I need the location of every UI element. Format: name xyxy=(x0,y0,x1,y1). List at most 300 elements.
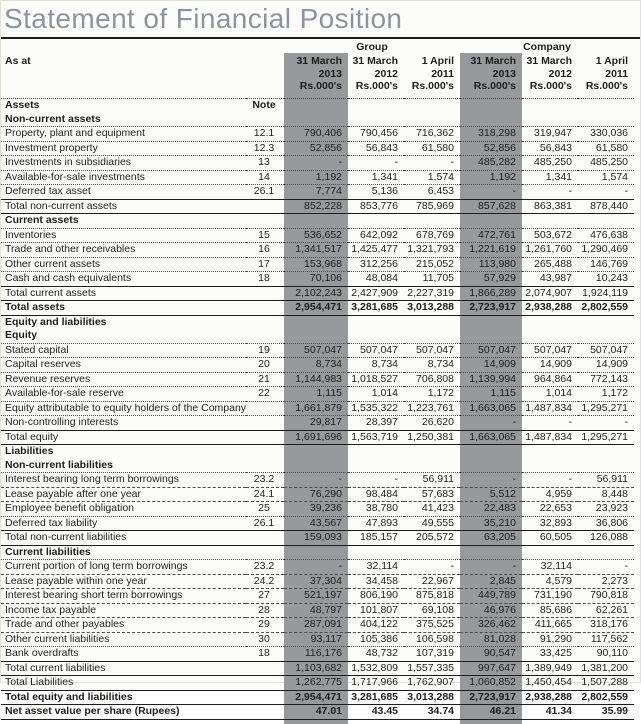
cell-value: 47,893 xyxy=(348,516,404,531)
cell-value: 1,425,477 xyxy=(348,243,404,258)
row-label: Current liabilities xyxy=(1,545,246,560)
cell-value xyxy=(348,445,404,459)
row-note xyxy=(246,661,284,676)
group-column-header: Group xyxy=(356,40,388,53)
cell-value: 1,295,271 xyxy=(578,430,634,445)
row-note: 15 xyxy=(246,228,284,243)
cell-value xyxy=(460,99,522,113)
cell-value xyxy=(522,315,578,329)
row-label: Trade and other receivables xyxy=(1,243,246,258)
cell-value: 46.21 xyxy=(460,705,522,720)
row-note: 18 xyxy=(246,272,284,287)
company-column-header: Company xyxy=(523,40,571,53)
cell-value: 485,250 xyxy=(578,156,634,171)
cell-value xyxy=(404,315,460,329)
cell-value: 35,210 xyxy=(460,516,522,531)
cell-value: 14,909 xyxy=(578,358,634,373)
row-note: 23.2 xyxy=(246,473,284,488)
row-note: 29 xyxy=(246,618,284,633)
cell-value: 485,282 xyxy=(460,156,522,171)
column-header-group-2012: 31 March 2012 Rs.000's xyxy=(348,53,404,99)
row-label: Equity attributable to equity holders of the Company xyxy=(1,401,246,416)
cell-value: 318,176 xyxy=(578,618,634,633)
cell-value: 3,281,685 xyxy=(348,301,404,316)
cell-value xyxy=(578,329,634,343)
group-header-row xyxy=(1,40,634,53)
cell-value: - xyxy=(522,185,578,200)
cell-value: - xyxy=(404,156,460,171)
cell-value: 47.01 xyxy=(284,705,348,720)
cell-value: 2,102,243 xyxy=(284,286,348,301)
row-label: Other current liabilities xyxy=(1,632,246,647)
cell-value xyxy=(348,315,404,329)
cell-value: 56,843 xyxy=(522,141,578,156)
row-label: Available-for-sale reserve xyxy=(1,387,246,402)
row-note: 24.1 xyxy=(246,487,284,502)
row-note xyxy=(246,315,284,329)
cell-value: 330,036 xyxy=(578,127,634,142)
cell-value: 1,762,907 xyxy=(404,676,460,691)
table-row xyxy=(1,676,634,691)
cell-value xyxy=(522,545,578,560)
row-label: Liabilities xyxy=(5,445,54,457)
cell-value: 790,818 xyxy=(578,589,634,604)
cell-value xyxy=(348,545,404,560)
section-row xyxy=(1,214,634,229)
row-label: Total current assets xyxy=(1,286,246,301)
stub-cell xyxy=(522,719,578,724)
cell-value: 185,157 xyxy=(348,531,404,546)
cell-value: 2,723,917 xyxy=(460,301,522,316)
row-label: Lease payable after one year xyxy=(1,487,246,502)
cell-value xyxy=(522,329,578,343)
cell-value: 93,117 xyxy=(284,632,348,647)
row-note: 18 xyxy=(246,647,284,662)
cell-value: - xyxy=(284,560,348,575)
cell-value: 326,462 xyxy=(460,618,522,633)
column-header-company-2012: 31 March 2012 Rs.000's xyxy=(522,53,578,99)
row-note: 26.1 xyxy=(246,185,284,200)
cell-value: 1,717,966 xyxy=(348,676,404,691)
row-label: Total non-current liabilities xyxy=(1,531,246,546)
cell-value: 1,014 xyxy=(522,387,578,402)
cell-value: 32,893 xyxy=(522,516,578,531)
cell-value: 1,060,852 xyxy=(460,676,522,691)
cell-value: 1,574 xyxy=(578,170,634,185)
cell-value: 1,691,696 xyxy=(284,430,348,445)
cell-value: 1,018,527 xyxy=(348,372,404,387)
cell-value: 34.74 xyxy=(404,705,460,720)
column-header-company-2013: 31 March 2013 Rs.000's xyxy=(460,53,522,99)
cell-value: - xyxy=(578,185,634,200)
table-row xyxy=(1,531,634,546)
cell-value: 1,115 xyxy=(284,387,348,402)
cell-value: 43,987 xyxy=(522,272,578,287)
cell-value: 52,856 xyxy=(284,141,348,156)
cell-value: 32,114 xyxy=(348,560,404,575)
cell-value xyxy=(284,329,348,343)
cell-value xyxy=(284,113,348,127)
cell-value xyxy=(348,329,404,343)
cell-value: 8,734 xyxy=(348,358,404,373)
row-label: Total assets xyxy=(1,301,246,316)
cell-value: 22,483 xyxy=(460,502,522,517)
cell-value: 4,579 xyxy=(522,574,578,589)
cell-value: 1,341 xyxy=(348,170,404,185)
cell-value: 1,103,682 xyxy=(284,661,348,676)
cell-value: 507,047 xyxy=(404,343,460,358)
cell-value: 146,769 xyxy=(578,257,634,272)
table-row xyxy=(1,156,634,171)
cell-value: 29,817 xyxy=(284,416,348,431)
cell-value: 8,448 xyxy=(578,487,634,502)
cell-value: 4,959 xyxy=(522,487,578,502)
cell-value: 521,197 xyxy=(284,589,348,604)
cell-value: 1,290,469 xyxy=(578,243,634,258)
table-row xyxy=(1,487,634,502)
row-note: 21 xyxy=(246,372,284,387)
cell-value xyxy=(522,459,578,473)
row-note xyxy=(246,545,284,560)
cell-value: 8,734 xyxy=(284,358,348,373)
cell-value: - xyxy=(522,473,578,488)
row-label: Investment property xyxy=(1,141,246,156)
cell-value: - xyxy=(284,473,348,488)
cell-value: 1,532,809 xyxy=(348,661,404,676)
table-row xyxy=(1,170,634,185)
cell-value: - xyxy=(578,416,634,431)
row-note: 14 xyxy=(246,170,284,185)
table-row xyxy=(1,430,634,445)
section-row xyxy=(1,99,634,113)
group-header-spacer xyxy=(1,40,284,53)
cell-value xyxy=(460,113,522,127)
row-note xyxy=(246,286,284,301)
table-row xyxy=(1,141,634,156)
table-row xyxy=(1,603,634,618)
row-label: Total Liabilities xyxy=(1,676,246,691)
cell-value: 48,797 xyxy=(284,603,348,618)
cell-value: 485,250 xyxy=(522,156,578,171)
cell-value: 105,386 xyxy=(348,632,404,647)
cell-value: 731,190 xyxy=(522,589,578,604)
row-note: 19 xyxy=(246,343,284,358)
cell-value: 642,092 xyxy=(348,228,404,243)
cell-value: 2,938,288 xyxy=(522,690,578,705)
cell-value: 1,381,200 xyxy=(578,661,634,676)
cell-value: 1,663,065 xyxy=(460,430,522,445)
cell-value: 404,122 xyxy=(348,618,404,633)
row-note: 30 xyxy=(246,632,284,647)
cell-value: 2,954,471 xyxy=(284,301,348,316)
cell-value: 3,281,685 xyxy=(348,690,404,705)
row-label: Total current liabilities xyxy=(1,661,246,676)
cell-value: 6,453 xyxy=(404,185,460,200)
cell-value: - xyxy=(404,560,460,575)
cell-value: 57,929 xyxy=(460,272,522,287)
row-note: 12.1 xyxy=(246,127,284,142)
cell-value: 449,789 xyxy=(460,589,522,604)
cell-value: 70,106 xyxy=(284,272,348,287)
cell-value xyxy=(460,315,522,329)
table-row xyxy=(1,632,634,647)
cell-value: 716,362 xyxy=(404,127,460,142)
row-label: Stated capital xyxy=(1,343,246,358)
stub-cell xyxy=(246,719,284,724)
table-row xyxy=(1,647,634,662)
cell-value: 7,774 xyxy=(284,185,348,200)
cell-value: 76,290 xyxy=(284,487,348,502)
cell-value xyxy=(348,113,404,127)
title-divider xyxy=(1,37,640,39)
row-label: Deferred tax liability xyxy=(1,516,246,531)
cell-value: 265,488 xyxy=(522,257,578,272)
row-note xyxy=(246,430,284,445)
cell-value: 5,512 xyxy=(460,487,522,502)
row-label: Interest bearing short term borrowings xyxy=(1,589,246,604)
cell-value xyxy=(284,214,348,229)
cell-value: 126,088 xyxy=(578,531,634,546)
cell-value: 1,866,289 xyxy=(460,286,522,301)
cell-value: 46,976 xyxy=(460,603,522,618)
table-row xyxy=(1,473,634,488)
cell-value xyxy=(578,459,634,473)
table-row xyxy=(1,343,634,358)
cell-value: 43.45 xyxy=(348,705,404,720)
cell-value: 48,732 xyxy=(348,647,404,662)
cell-value: 706,808 xyxy=(404,372,460,387)
cell-value xyxy=(522,214,578,229)
row-label: Current assets xyxy=(1,214,246,229)
cell-value: 1,574 xyxy=(404,170,460,185)
cell-value: 61,580 xyxy=(578,141,634,156)
row-note xyxy=(246,301,284,316)
cell-value xyxy=(522,445,578,459)
row-label: Current portion of long term borrowings xyxy=(1,560,246,575)
cell-value: 159,093 xyxy=(284,531,348,546)
cell-value: 101,807 xyxy=(348,603,404,618)
cell-value: 116,176 xyxy=(284,647,348,662)
row-note: 23.2 xyxy=(246,560,284,575)
row-note xyxy=(246,705,284,720)
table-row xyxy=(1,690,634,705)
table-row xyxy=(1,127,634,142)
cell-value: 2,273 xyxy=(578,574,634,589)
cell-value: 318,298 xyxy=(460,127,522,142)
table-row xyxy=(1,387,634,402)
row-note: 17 xyxy=(246,257,284,272)
cell-value: 507,047 xyxy=(460,343,522,358)
row-note: Note xyxy=(252,99,276,111)
cell-value: 790,456 xyxy=(348,127,404,142)
cell-value xyxy=(522,99,578,113)
cell-value: 476,638 xyxy=(578,228,634,243)
cell-value xyxy=(404,545,460,560)
cell-value xyxy=(404,99,460,113)
cell-value: 81,028 xyxy=(460,632,522,647)
cell-value xyxy=(404,113,460,127)
row-label: Lease payable within one year xyxy=(1,574,246,589)
cell-value: 117,562 xyxy=(578,632,634,647)
row-note xyxy=(246,459,284,473)
cell-value xyxy=(578,315,634,329)
row-label: Total equity xyxy=(1,430,246,445)
cell-value xyxy=(284,445,348,459)
stub-cell xyxy=(578,719,634,724)
row-note xyxy=(246,199,284,214)
cell-value: 107,319 xyxy=(404,647,460,662)
cell-value: 678,769 xyxy=(404,228,460,243)
cell-value: 1,341,517 xyxy=(284,243,348,258)
row-note: 24.2 xyxy=(246,574,284,589)
cell-value: 48,084 xyxy=(348,272,404,287)
cell-value: 863,381 xyxy=(522,199,578,214)
financial-position-table xyxy=(1,40,634,724)
cell-value: 806,190 xyxy=(348,589,404,604)
cell-value: 3,013,288 xyxy=(404,301,460,316)
section-row xyxy=(1,315,634,329)
cell-value: 1,262,775 xyxy=(284,676,348,691)
row-note xyxy=(246,329,284,343)
cell-value xyxy=(284,459,348,473)
cell-value: 1,450,454 xyxy=(522,676,578,691)
cell-value: 41.34 xyxy=(522,705,578,720)
cell-value: 52,856 xyxy=(460,141,522,156)
cell-value: - xyxy=(522,416,578,431)
cell-value: - xyxy=(460,473,522,488)
cell-value: 113,980 xyxy=(460,257,522,272)
cell-value: 2,802,559 xyxy=(578,690,634,705)
table-row xyxy=(1,705,634,720)
cell-value: 90,547 xyxy=(460,647,522,662)
cell-value: 22,653 xyxy=(522,502,578,517)
cell-value: 1,192 xyxy=(460,170,522,185)
cell-value: 772,143 xyxy=(578,372,634,387)
cell-value: 1,172 xyxy=(404,387,460,402)
row-note: 25 xyxy=(246,502,284,517)
row-note xyxy=(246,676,284,691)
cell-value: 1,924,119 xyxy=(578,286,634,301)
cell-value: 56,843 xyxy=(348,141,404,156)
cell-value: 26,620 xyxy=(404,416,460,431)
row-label: Interest bearing long term borrowings xyxy=(1,473,246,488)
cell-value: 5,136 xyxy=(348,185,404,200)
cell-value xyxy=(460,445,522,459)
row-label: Assets xyxy=(5,99,40,111)
cell-value: 1,487,834 xyxy=(522,401,578,416)
row-label: Employee benefit obligation xyxy=(1,502,246,517)
cell-value xyxy=(460,545,522,560)
table-row xyxy=(1,199,634,214)
cell-value xyxy=(404,445,460,459)
section-row xyxy=(1,459,634,473)
cell-value xyxy=(284,545,348,560)
table-row xyxy=(1,560,634,575)
cell-value: 312,256 xyxy=(348,257,404,272)
cell-value: 85,686 xyxy=(522,603,578,618)
cell-value: 857,628 xyxy=(460,199,522,214)
cell-value: 1,144,983 xyxy=(284,372,348,387)
table-row xyxy=(1,574,634,589)
cell-value: 28,397 xyxy=(348,416,404,431)
row-note: 20 xyxy=(246,358,284,373)
cell-value: 41,423 xyxy=(404,502,460,517)
cell-value: 1,192 xyxy=(284,170,348,185)
row-label: Trade and other payables xyxy=(1,618,246,633)
row-note xyxy=(246,416,284,431)
cell-value xyxy=(578,545,634,560)
row-label: Available-for-sale investments xyxy=(1,170,246,185)
cell-value: 32,114 xyxy=(522,560,578,575)
cell-value: 2,845 xyxy=(460,574,522,589)
row-label: Equity and liabilities xyxy=(5,315,107,328)
table-row xyxy=(1,372,634,387)
cell-value: 1,487,834 xyxy=(522,430,578,445)
cell-value: 2,954,471 xyxy=(284,690,348,705)
cell-value: 98,484 xyxy=(348,487,404,502)
stub-cell xyxy=(460,719,522,724)
cell-value: 91,290 xyxy=(522,632,578,647)
table-row xyxy=(1,358,634,373)
row-label: Non-current liabilities xyxy=(1,459,246,473)
cell-value: 1,661,879 xyxy=(284,401,348,416)
cell-value: - xyxy=(460,560,522,575)
cell-value: 35.99 xyxy=(578,705,634,720)
table-row xyxy=(1,401,634,416)
row-note xyxy=(246,531,284,546)
table-row xyxy=(1,228,634,243)
table-row xyxy=(1,618,634,633)
cell-value: 852,228 xyxy=(284,199,348,214)
cell-value: 49,555 xyxy=(404,516,460,531)
cell-value: 8,734 xyxy=(404,358,460,373)
cell-value xyxy=(348,99,404,113)
cell-value: 875,818 xyxy=(404,589,460,604)
cell-value: 507,047 xyxy=(522,343,578,358)
row-label: Income tax payable xyxy=(1,603,246,618)
cell-value: 14,909 xyxy=(522,358,578,373)
cell-value: 1,557,335 xyxy=(404,661,460,676)
row-note xyxy=(246,214,284,229)
cell-value: 153,968 xyxy=(284,257,348,272)
cell-value: 1,261,760 xyxy=(522,243,578,258)
column-header-group-2013: 31 March 2013 Rs.000's xyxy=(284,53,348,99)
as-at-label: As at xyxy=(1,53,284,99)
cell-value: 1,115 xyxy=(460,387,522,402)
cell-value: 34,458 xyxy=(348,574,404,589)
cell-value: 1,295,271 xyxy=(578,401,634,416)
cell-value: 38,780 xyxy=(348,502,404,517)
row-label: Property, plant and equipment xyxy=(1,127,246,142)
cell-value xyxy=(578,99,634,113)
row-label: Non-controlling interests xyxy=(1,416,246,431)
table-row xyxy=(1,502,634,517)
row-label: Total equity and liabilities xyxy=(1,690,246,705)
cell-value: 790,406 xyxy=(284,127,348,142)
cell-value xyxy=(284,99,348,113)
section-row xyxy=(1,445,634,459)
cell-value: 2,074,907 xyxy=(522,286,578,301)
cell-value: 878,440 xyxy=(578,199,634,214)
table-row xyxy=(1,243,634,258)
cell-value: 1,507,288 xyxy=(578,676,634,691)
cell-value: 69,108 xyxy=(404,603,460,618)
cell-value: 1,172 xyxy=(578,387,634,402)
cell-value: 411,665 xyxy=(522,618,578,633)
cell-value: 60,505 xyxy=(522,531,578,546)
cell-value: 1,250,381 xyxy=(404,430,460,445)
cell-value xyxy=(460,459,522,473)
